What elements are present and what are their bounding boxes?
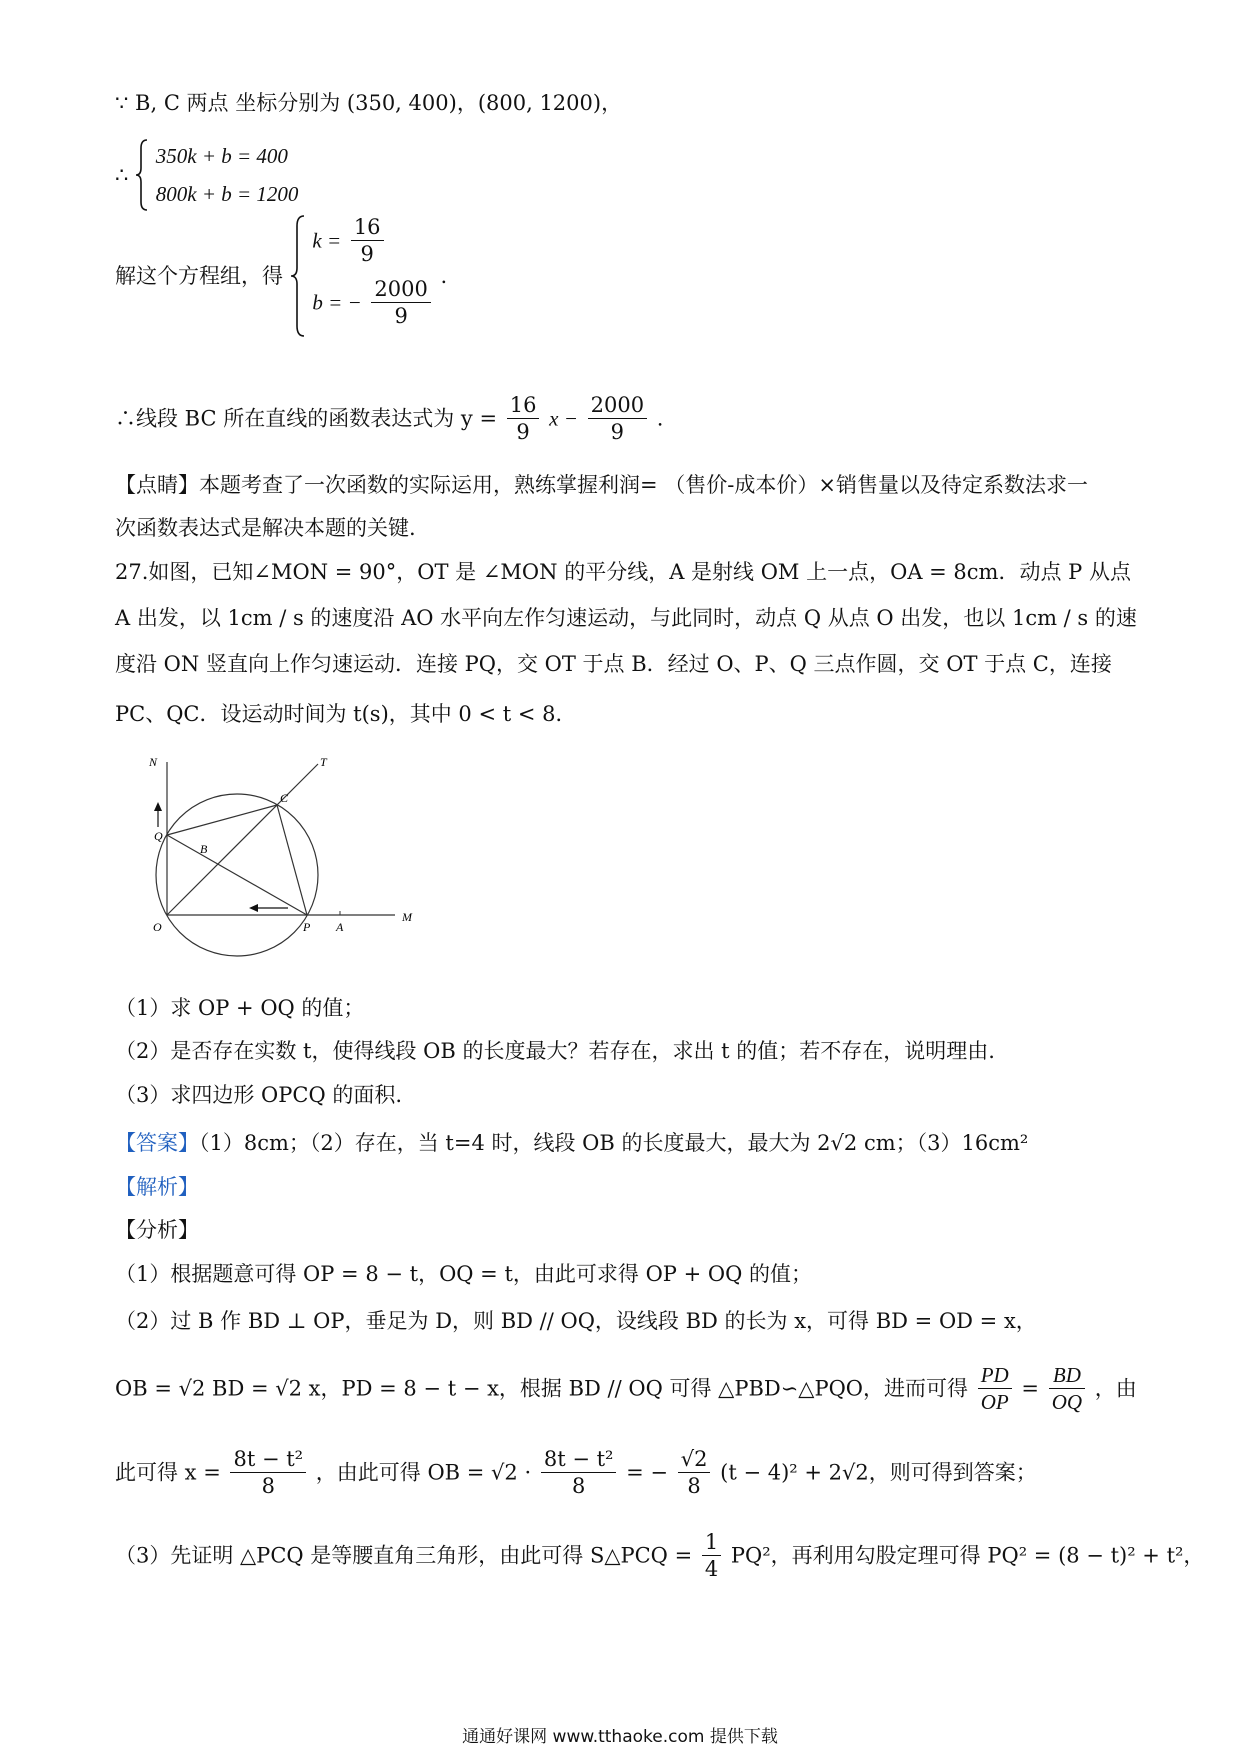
solution-prefix: 解这个方程组，得	[115, 264, 283, 288]
analysis-line-3	[115, 1362, 1137, 1415]
analysis-3-text: OB = √2 BD = √2 x，PD = 8 − t − x，根据 BD // OQ 可得 △PBD∽△PQO，进而可得	[115, 1376, 969, 1401]
fraction-x	[230, 1446, 306, 1499]
label-A: A	[336, 920, 344, 934]
expr-suffix: .	[656, 406, 664, 431]
frac-den-OP: OP	[980, 1390, 1009, 1414]
left-brace	[135, 138, 149, 212]
question-27-line-4: PC、QC．设运动时间为 t(s)，其中 0 < t < 8．	[115, 702, 577, 726]
expr-fraction-2	[588, 392, 647, 445]
jiexi-label: 【解析】	[115, 1175, 199, 1199]
analysis-4-prefix: 此可得 x =	[115, 1460, 221, 1485]
b-lhs: b = −	[312, 290, 362, 315]
analysis-line-1: （1）根据题意可得 OP = 8 − t，OQ = t，由此可求得 OP + OQ 的值；	[115, 1262, 812, 1286]
frac-x-num: 8t − t²	[230, 1446, 306, 1473]
solution-suffix: .	[440, 264, 448, 288]
frac-ob-num: 8t − t²	[541, 1446, 617, 1473]
page-footer: 通通好课网 www.tthaoke.com 提供下载	[462, 1727, 778, 1747]
expr-num-1: 16	[507, 392, 540, 419]
frac-num-PD: PD	[978, 1362, 1012, 1389]
frac-quarter-num: 1	[702, 1529, 721, 1556]
question-27-line-3: 度沿 ON 竖直向上作匀速运动．连接 PQ，交 OT 于点 B．经过 O、P、Q 三点作圆，交 OT 于点 C，连接	[115, 652, 1112, 676]
question-27-line-1: 27.如图，已知∠MON = 90°，OT 是 ∠MON 的平分线，A 是射线 OM 上一点，OA = 8cm．动点 P 从点	[115, 560, 1131, 584]
frac-num-BD: BD	[1049, 1362, 1085, 1389]
dianjing-line-1: 【点睛】本题考查了一次函数的实际运用，熟练掌握利润= （售价-成本价）×销售量以及待定系数法求一	[115, 473, 1088, 497]
frac-quarter-den: 4	[704, 1557, 719, 1581]
ray-OT	[167, 764, 318, 915]
equation-system-1	[115, 137, 298, 213]
analysis-4-mid: ，由此可得 OB = √2 ·	[315, 1460, 532, 1485]
label-P: P	[303, 920, 311, 934]
left-brace	[290, 214, 306, 338]
label-T: T	[320, 755, 327, 769]
label-C: C	[280, 791, 289, 805]
system-equations	[156, 137, 299, 213]
analysis-line-4	[115, 1446, 1037, 1499]
label-N: N	[149, 755, 158, 769]
k-denominator: 9	[360, 242, 374, 266]
equation-solution	[115, 214, 447, 338]
analysis-line-5	[115, 1529, 1204, 1582]
question-27-line-2: A 出发，以 1cm / s 的速度沿 AO 水平向左作匀速运动，与此同时，动点 Q 从点 O 出发，也以 1cm / s 的速	[115, 606, 1137, 630]
answer-line	[115, 1128, 1028, 1158]
answer-label: 【答案】	[115, 1131, 199, 1155]
analysis-4-eq: = −	[626, 1460, 669, 1485]
equation-2: 800k + b = 1200	[155, 182, 299, 206]
b-numerator: 2000	[371, 276, 430, 303]
fraction-BD-OQ	[1049, 1362, 1085, 1415]
label-M: M	[402, 910, 412, 924]
analysis-3-suffix: ，由	[1094, 1376, 1137, 1401]
frac-x-den: 8	[261, 1474, 275, 1498]
function-expression	[115, 392, 663, 445]
label-Q: Q	[154, 829, 163, 843]
expr-den-1: 9	[516, 420, 530, 444]
answer-text: （1）8cm；（2）存在，当 t=4 时，线段 OB 的长度最大，最大为 2√2 cm；（3）16cm²	[199, 1131, 1029, 1155]
expr-num-2: 2000	[588, 392, 647, 419]
k-lhs: k =	[312, 228, 342, 253]
expr-mid: x −	[549, 406, 578, 431]
k-fraction	[351, 214, 384, 267]
analysis-5-suffix: PQ²，再利用勾股定理可得 PQ² = (8 − t)² + t²，	[730, 1543, 1205, 1568]
arrow-left-head-icon	[249, 904, 258, 912]
segment-QC	[167, 805, 277, 835]
segment-PC	[277, 805, 307, 915]
b-denominator: 9	[394, 304, 408, 328]
equals-sign: =	[1021, 1376, 1040, 1401]
label-O: O	[153, 920, 162, 934]
sub-question-3: （3）求四边形 OPCQ 的面积.	[115, 1083, 403, 1107]
fraction-PD-OP	[978, 1362, 1012, 1415]
fenxi-label: 【分析】	[115, 1218, 199, 1242]
sub-question-2: （2）是否存在实数 t，使得线段 OB 的长度最大？若存在，求出 t 的值；若不存在，说明理由.	[115, 1039, 995, 1063]
label-B: B	[200, 842, 208, 856]
text-line-coordinates: ∵ B, C 两点 坐标分别为 (350, 400)，(800, 1200)，	[115, 91, 623, 115]
dianjing-line-2: 次函数表达式是解决本题的关键.	[115, 516, 416, 540]
expr-den-2: 9	[610, 420, 625, 444]
therefore-symbol: ∴	[115, 163, 129, 187]
solution-values	[312, 214, 433, 338]
arrow-up-head-icon	[154, 802, 162, 811]
analysis-4-suffix: (t − 4)² + 2√2，则可得到答案；	[720, 1460, 1037, 1485]
fraction-ob	[541, 1446, 617, 1499]
geometry-figure	[140, 750, 440, 980]
expr-prefix: ∴线段 BC 所在直线的函数表达式为 y =	[115, 406, 498, 431]
fraction-quarter	[702, 1529, 721, 1582]
frac-den-OQ: OQ	[1051, 1390, 1083, 1414]
expr-fraction-1	[507, 392, 540, 445]
frac-sqrt2-num: √2	[678, 1446, 711, 1473]
b-fraction	[371, 276, 430, 329]
analysis-5-prefix: （3）先证明 △PCQ 是等腰直角三角形，由此可得 S△PCQ =	[115, 1543, 693, 1568]
frac-sqrt2-den: 8	[687, 1474, 701, 1498]
fraction-sqrt2-8	[678, 1446, 711, 1499]
frac-ob-den: 8	[571, 1474, 586, 1498]
equation-1: 350k + b = 400	[155, 144, 288, 168]
sub-question-1: （1）求 OP + OQ 的值；	[115, 996, 365, 1020]
k-numerator: 16	[351, 214, 384, 241]
analysis-line-2: （2）过 B 作 BD ⊥ OP，垂足为 D，则 BD // OQ，设线段 BD 的长为 x，可得 BD = OD = x，	[115, 1309, 1037, 1333]
segment-PQ	[167, 835, 307, 915]
